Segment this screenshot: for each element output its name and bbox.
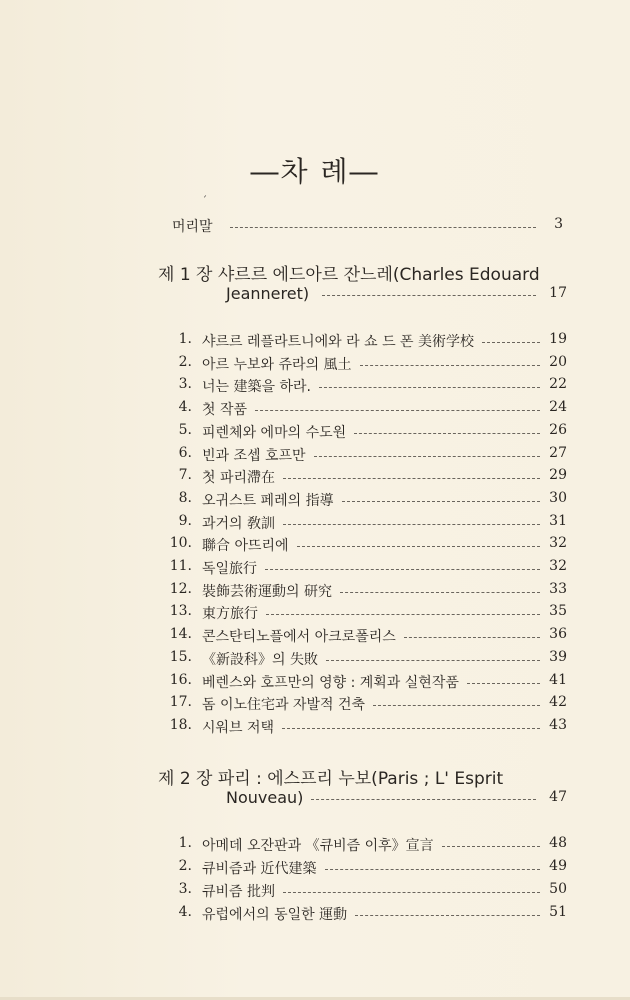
item-number: 1. (178, 835, 192, 851)
toc-row[interactable] (0, 717, 630, 739)
page-number: 24 (549, 399, 567, 416)
item-number: 13. (169, 603, 192, 620)
page-number: 39 (549, 648, 567, 665)
page-number: 49 (549, 858, 567, 874)
leader-dots (404, 637, 540, 638)
page-number: 41 (549, 671, 567, 688)
toc-row[interactable] (0, 881, 630, 903)
chapter-heading-2-cont[interactable] (0, 790, 630, 812)
item-title: 피렌체와 에마의 수도원 (202, 424, 347, 441)
toc-row[interactable] (0, 649, 630, 671)
chapter-title: 제 2 장 파리 : 에스프리 누보(Paris ; L' Esprit (158, 769, 504, 789)
page-number: 22 (549, 376, 567, 393)
item-number: 15. (169, 648, 192, 665)
page-number: 27 (549, 444, 567, 461)
leader-dots (360, 365, 540, 366)
page-number: 32 (549, 558, 567, 574)
toc-row[interactable] (0, 694, 630, 716)
toc-row-preface[interactable] (0, 216, 630, 238)
item-number: 8. (178, 489, 192, 506)
leader-dots (283, 478, 540, 479)
page-number: 17 (549, 285, 567, 301)
leader-dots (325, 869, 540, 870)
toc-row[interactable] (0, 626, 630, 648)
leader-dots (340, 592, 540, 593)
item-title: 콘스탄티노플에서 아크로폴리스 (202, 629, 396, 646)
leader-dots (326, 660, 540, 661)
item-number: 4. (178, 399, 192, 416)
item-number: 3. (178, 881, 192, 897)
item-number: 12. (169, 580, 192, 597)
item-title: 오귀스트 페레의 指導 (202, 492, 334, 509)
item-number: 14. (169, 626, 192, 643)
ink-mark: ´ (202, 196, 207, 207)
chapter-heading-1[interactable] (0, 260, 630, 288)
leader-dots (355, 915, 540, 916)
toc-row[interactable] (0, 467, 630, 489)
chapter-heading-1-cont[interactable] (0, 286, 630, 308)
item-number: 6. (178, 444, 192, 461)
page-number: 47 (549, 789, 567, 805)
page-number: 51 (549, 904, 567, 920)
leader-dots (283, 524, 540, 525)
toc-row[interactable] (0, 354, 630, 376)
toc-row[interactable] (0, 904, 630, 926)
toc-row[interactable] (0, 422, 630, 444)
leader-dots (265, 569, 540, 570)
item-title: 빈과 조셉 호프만 (202, 447, 306, 464)
page-number: 26 (549, 421, 567, 438)
page-number: 33 (549, 580, 567, 597)
chapter-title-cont: Nouveau) (226, 788, 304, 807)
item-title: 《新設科》의 失敗 (202, 651, 318, 668)
chapter-title-cont: Jeanneret) (226, 284, 310, 303)
item-number: 11. (169, 558, 192, 574)
item-title: 아르 누보와 쥬라의 風土 (202, 356, 352, 373)
chapter-title: 제 1 장 샤르르 에드아르 잔느레(Charles Edouard (158, 265, 540, 285)
toc-row[interactable] (0, 376, 630, 398)
leader-dots (255, 410, 540, 411)
page-number: 3 (554, 216, 563, 232)
leader-dots (342, 501, 540, 502)
item-title: 첫 작품 (202, 402, 248, 419)
preface-label: 머리말 (172, 219, 213, 235)
page-number: 50 (549, 881, 567, 897)
item-number: 17. (169, 694, 192, 711)
toc-row[interactable] (0, 603, 630, 625)
page-number: 42 (549, 694, 567, 711)
toc-row[interactable] (0, 835, 630, 857)
item-title: 돔 이노住宅과 자발적 건축 (202, 697, 366, 714)
leader-dots (314, 456, 540, 457)
toc-row[interactable] (0, 535, 630, 557)
item-number: 1. (178, 331, 192, 347)
item-title: 큐비즘 批判 (202, 884, 276, 900)
toc-row[interactable] (0, 490, 630, 512)
page-number: 36 (549, 626, 567, 643)
item-number: 10. (169, 535, 192, 552)
item-title: 첫 파리滯在 (202, 470, 276, 487)
toc-row[interactable] (0, 331, 630, 353)
item-title: 과거의 敎訓 (202, 515, 276, 532)
item-title: 너는 建築을 하라. (202, 379, 311, 396)
toc-row[interactable] (0, 858, 630, 880)
item-number: 7. (178, 467, 192, 484)
item-title: 독일旅行 (202, 561, 258, 577)
leader-dots (322, 295, 536, 296)
page-title: ―차 례― (250, 155, 380, 188)
leader-dots (354, 433, 540, 434)
leader-dots (442, 846, 540, 847)
toc-row[interactable] (0, 399, 630, 421)
leader-dots (266, 614, 540, 615)
page-number: 32 (549, 535, 567, 552)
item-number: 2. (178, 858, 192, 874)
toc-row[interactable] (0, 581, 630, 603)
chapter-heading-2[interactable] (0, 764, 630, 792)
page-number: 48 (549, 835, 567, 851)
item-number: 16. (169, 671, 192, 688)
toc-row[interactable] (0, 513, 630, 535)
item-number: 5. (178, 421, 192, 438)
leader-dots (282, 728, 540, 729)
page-number: 20 (549, 353, 567, 370)
page-number: 31 (549, 512, 567, 529)
item-title: 베렌스와 호프만의 영향 : 계획과 실현작품 (202, 674, 459, 691)
page-number: 43 (549, 716, 567, 733)
page-number: 35 (549, 603, 567, 620)
leader-dots (319, 387, 540, 388)
toc-row[interactable] (0, 672, 630, 694)
item-title: 시워브 저택 (202, 719, 275, 736)
leader-dots (230, 227, 536, 228)
leader-dots (373, 705, 540, 706)
item-title: 큐비즘과 近代建築 (202, 861, 317, 877)
page-number: 30 (549, 489, 567, 506)
item-title: 裝飾芸術運動의 研究 (202, 583, 332, 600)
leader-dots (283, 892, 540, 893)
toc-row[interactable] (0, 445, 630, 467)
item-number: 9. (178, 512, 192, 529)
item-title: 샤르르 레플라트니에와 라 쇼 드 폰 美術学校 (202, 334, 475, 350)
item-number: 4. (178, 904, 192, 920)
item-title: 아메데 오잔판과 《큐비즘 이후》宣言 (202, 838, 434, 854)
page-number: 29 (549, 467, 567, 484)
item-number: 3. (178, 376, 192, 393)
item-title: 유럽에서의 동일한 運動 (202, 907, 348, 923)
leader-dots (297, 546, 540, 547)
leader-dots (311, 799, 536, 800)
item-number: 2. (178, 353, 192, 370)
item-title: 聯合 아뜨리에 (202, 538, 289, 555)
item-number: 18. (169, 716, 192, 733)
item-title: 東方旅行 (202, 606, 258, 623)
toc-row[interactable] (0, 558, 630, 580)
page-number: 19 (549, 331, 567, 347)
